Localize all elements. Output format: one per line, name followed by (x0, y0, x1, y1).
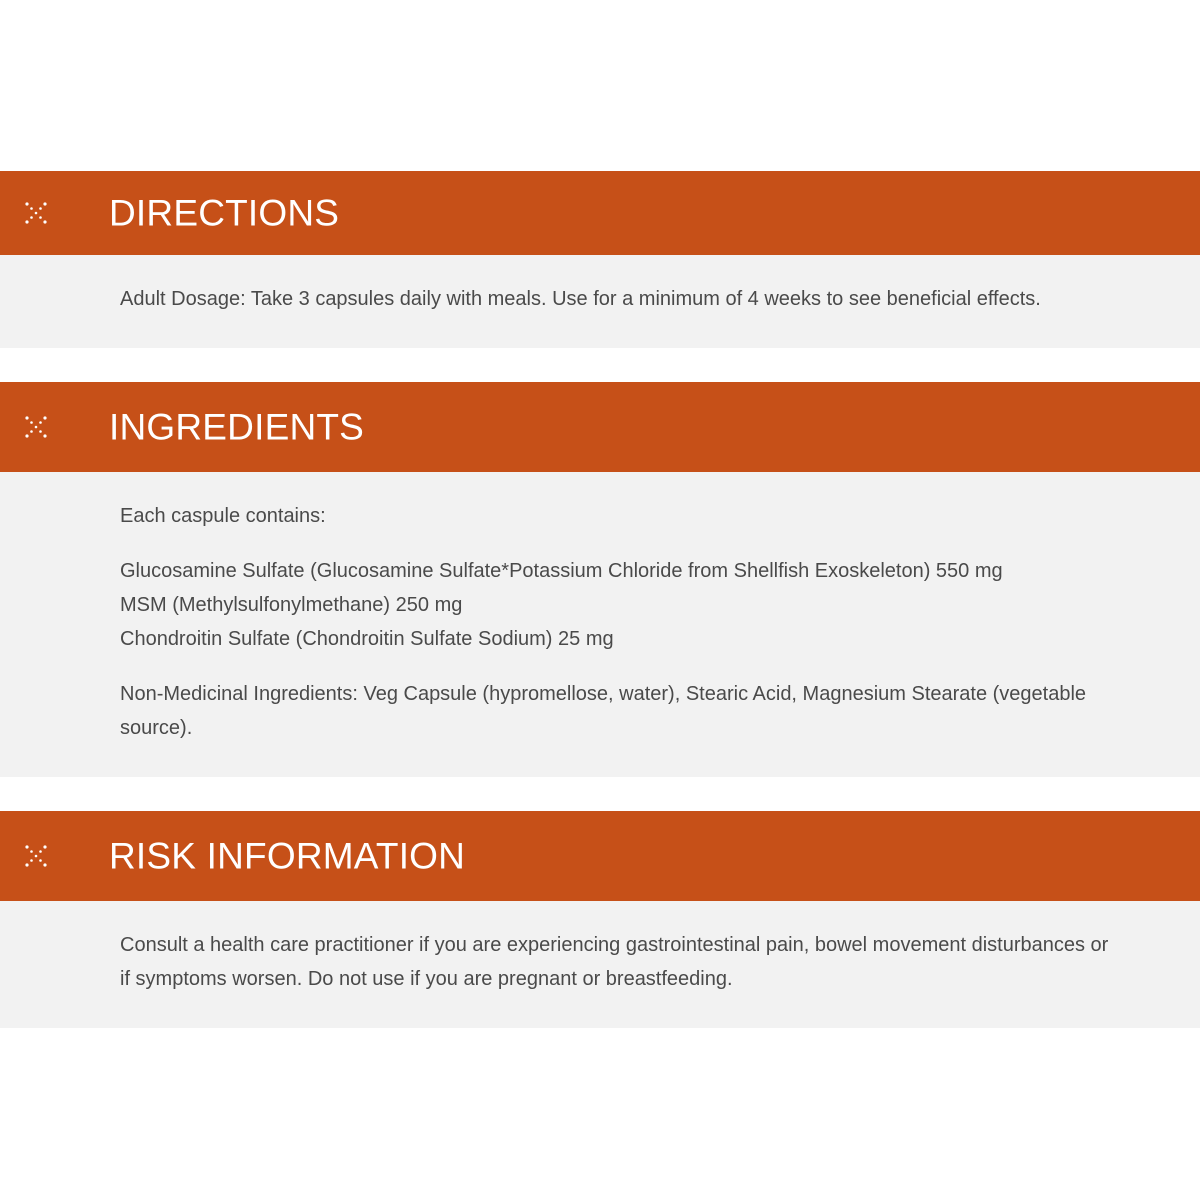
ingredients-body (0, 472, 1200, 777)
directions-body (0, 255, 1200, 348)
sparkle-x-icon (24, 201, 48, 225)
directions-title: DIRECTIONS (109, 192, 340, 234)
risk-title: RISK INFORMATION (109, 835, 466, 877)
sparkle-x-icon (24, 415, 48, 439)
ingredients-intro: Each caspule contains: (120, 505, 326, 527)
directions-header (0, 171, 1200, 255)
non-medicinal-ingredients: Non-Medicinal Ingredients: Veg Capsule (hypromellose, water), Stearic Acid, Magnesium Stearate (vegetable source). (120, 683, 1087, 739)
directions-section (0, 171, 1200, 348)
risk-header (0, 811, 1200, 901)
ingredients-header (0, 382, 1200, 472)
risk-body (0, 901, 1200, 1028)
ingredient-item: Chondroitin Sulfate (Chondroitin Sulfate Sodium) 25 mg (120, 628, 614, 650)
sparkle-x-icon (24, 844, 48, 868)
risk-section (0, 811, 1200, 1028)
ingredients-title: INGREDIENTS (109, 406, 365, 448)
risk-text: Consult a health care practitioner if you are experiencing gastrointestinal pain, bowel movement disturbances or if symptoms worsen. Do not use if you are pregnant or breastfeeding. (120, 934, 1109, 990)
ingredient-item: MSM (Methylsulfonylmethane) 250 mg (120, 594, 463, 616)
ingredient-item: Glucosamine Sulfate (Glucosamine Sulfate*Potassium Chloride from Shellfish Exoskeleton) 550 mg (120, 560, 1003, 582)
directions-text: Adult Dosage: Take 3 capsules daily with meals. Use for a minimum of 4 weeks to see beneficial effects. (120, 288, 1041, 310)
ingredients-section (0, 382, 1200, 777)
